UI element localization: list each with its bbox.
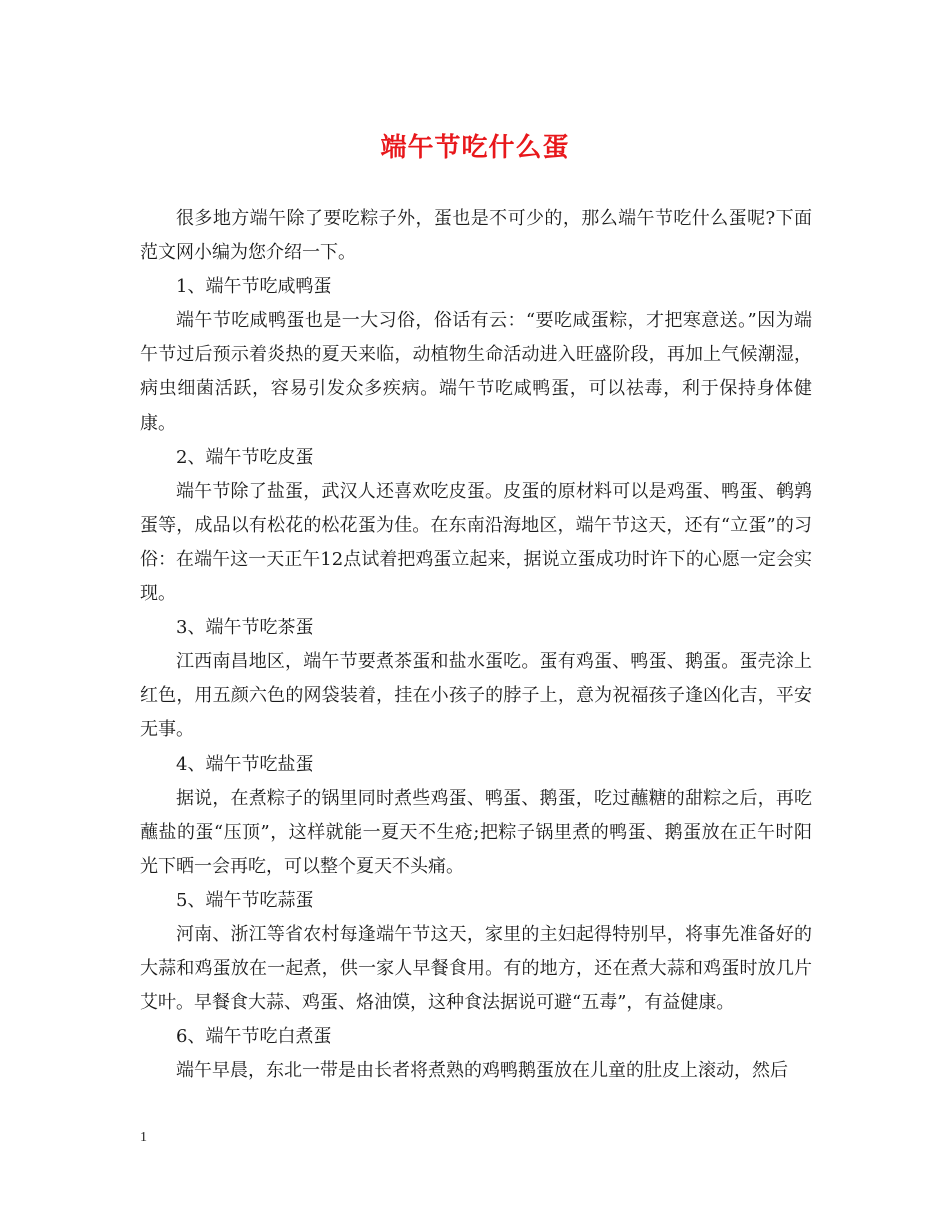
section-heading-2: 2、端午节吃皮蛋 [176, 446, 314, 468]
document-body [140, 202, 812, 1088]
paragraph-6: 端午早晨，东北一带是由长者将煮熟的鸡鸭鹅蛋放在儿童的肚皮上滚动，然后 [176, 1060, 788, 1082]
paragraph-intro: 很多地方端午除了要吃粽子外，蛋也是不可少的，那么端午节吃什么蛋呢?下面范文网小编为您介绍一下。 [140, 208, 812, 264]
section-heading-6: 6、端午节吃白煮蛋 [176, 1026, 332, 1048]
paragraph-5: 河南、浙江等省农村每逢端午节这天，家里的主妇起得特别早，将事先准备好的大蒜和鸡蛋放在一起煮，供一家人早餐食用。有的地方，还在煮大蒜和鸡蛋时放几片艾叶。早餐食大蒜、鸡蛋、烙油馍，这种食法据说可避“五毒”，有益健康。 [140, 923, 812, 1014]
page-number: 1 [140, 1130, 147, 1145]
paragraph-4: 据说，在煮粽子的锅里同时煮些鸡蛋、鸭蛋、鹅蛋，吃过蘸糖的甜粽之后，再吃蘸盐的蛋“压顶”，这样就能一夏天不生疮;把粽子锅里煮的鸭蛋、鹅蛋放在正午时阳光下晒一会再吃，可以整个夏天不头痛。 [140, 787, 812, 877]
paragraph-1: 端午节吃咸鸭蛋也是一大习俗，俗话有云：“要吃咸蛋粽，才把寒意送。”因为端午节过后预示着炎热的夏天来临，动植物生命活动进入旺盛阶段，再加上气候潮湿，病虫细菌活跃，容易引发众多疾病。端午节吃咸鸭蛋，可以祛毒，利于保持身体健康。 [140, 310, 812, 434]
section-heading-4: 4、端午节吃盐蛋 [176, 753, 314, 775]
paragraph-2: 端午节除了盐蛋，武汉人还喜欢吃皮蛋。皮蛋的原材料可以是鸡蛋、鸭蛋、鹌鹑蛋等，成品以有松花的松花蛋为佳。在东南沿海地区，端午节这天，还有“立蛋”的习俗：在端午这一天正午12点试着把鸡蛋立起来，据说立蛋成功时许下的心愿一定会实现。 [140, 480, 812, 605]
section-heading-5: 5、端午节吃蒜蛋 [176, 889, 314, 911]
paragraph-3: 江西南昌地区，端午节要煮茶蛋和盐水蛋吃。蛋有鸡蛋、鸭蛋、鹅蛋。蛋壳涂上红色，用五颜六色的网袋装着，挂在小孩子的脖子上，意为祝福孩子逢凶化吉，平安无事。 [140, 651, 812, 741]
section-heading-1: 1、端午节吃咸鸭蛋 [176, 276, 332, 298]
section-heading-3: 3、端午节吃茶蛋 [176, 617, 314, 639]
document-title: 端午节吃什么蛋 [380, 133, 570, 163]
